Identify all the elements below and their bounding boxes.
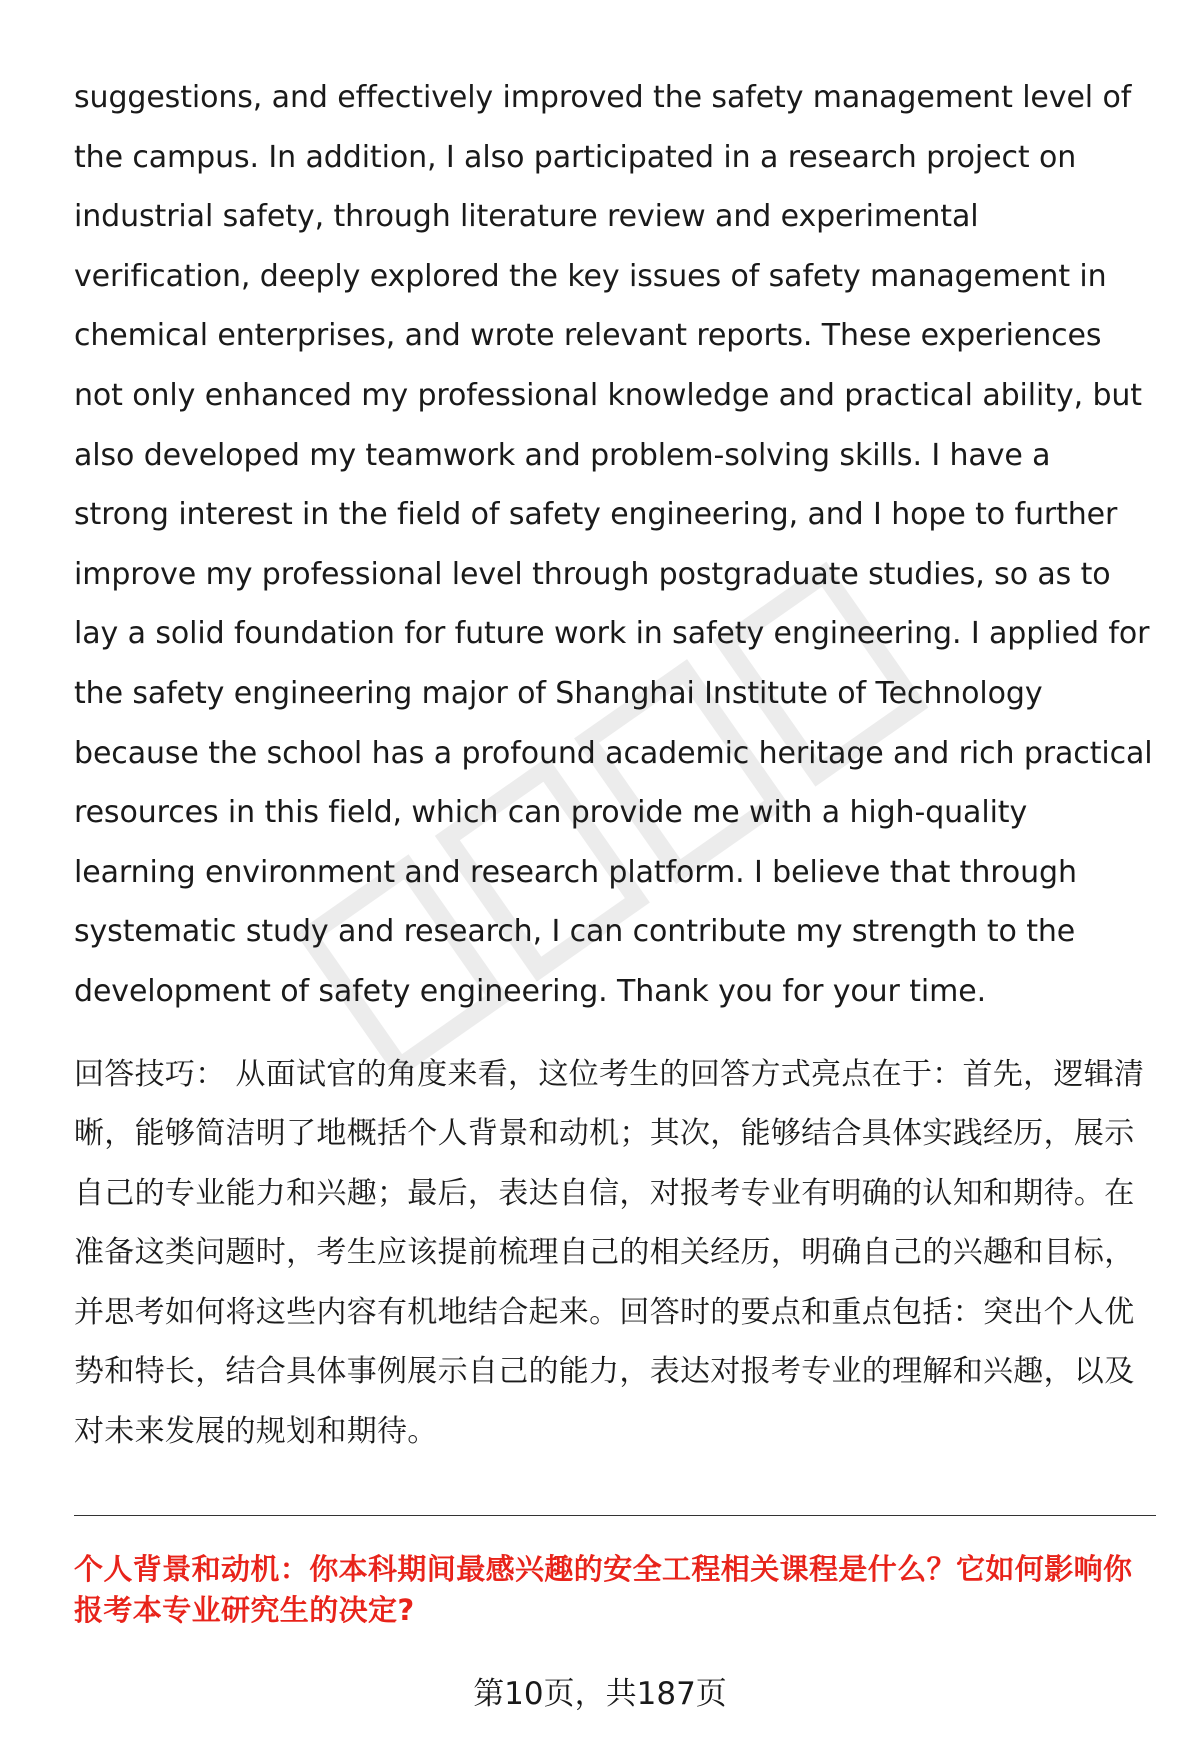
page-number-footer: 第10页，共187页 xyxy=(473,1676,727,1712)
main-content xyxy=(74,68,1154,1462)
section-divider xyxy=(74,1515,1156,1516)
next-question-heading: 个人背景和动机：你本科期间最感兴趣的安全工程相关课程是什么？它如何影响你报考本专业研究生的决定? xyxy=(74,1552,1133,1627)
tips-label: 回答技巧： xyxy=(74,1056,226,1092)
tips-text: 从面试官的角度来看，这位考生的回答方式亮点在于：首先，逻辑清晰，能够简洁明了地概括个人背景和动机；其次，能够结合具体实践经历，展示自己的专业能力和兴趣；最后，表达自信，对报考专业有明确的认知和期待。在准备这类问题时，考生应该提前梳理自己的相关经历，明确自己的兴趣和目标，并思考如何将这些内容有机地结合起来。回答时的要点和重点包括：突出个人优势和特长，结合具体事例展示自己的能力，表达对报考专业的理解和兴趣，以及对未来发展的规划和期待。 xyxy=(74,1056,1145,1450)
answer-tips xyxy=(74,1045,1154,1462)
answer-text: suggestions, and effectively improved the safety management level of the campus. In addition, I also participated in a research project on industrial safety, through literature review and experimental verification, deeply explored the key issues of safety management in chemical enterprises, and wrote relevant reports. These experiences not only enhanced my professional knowledge and practical ability, but also developed my teamwork and problem-solving skills. I have a strong interest in the field of safety engineering, and I hope to further improve my professional level through postgraduate studies, so as to lay a solid foundation for future work in safety engineering. I applied for the safety engineering major of Shanghai Institute of Technology because the school has a profound academic heritage and rich practical resources in this field, which can provide me with a high-quality learning environment and research platform. I believe that through systematic study and research, I can contribute my strength to the development of safety engineering. Thank you for your time. xyxy=(74,80,1153,1009)
